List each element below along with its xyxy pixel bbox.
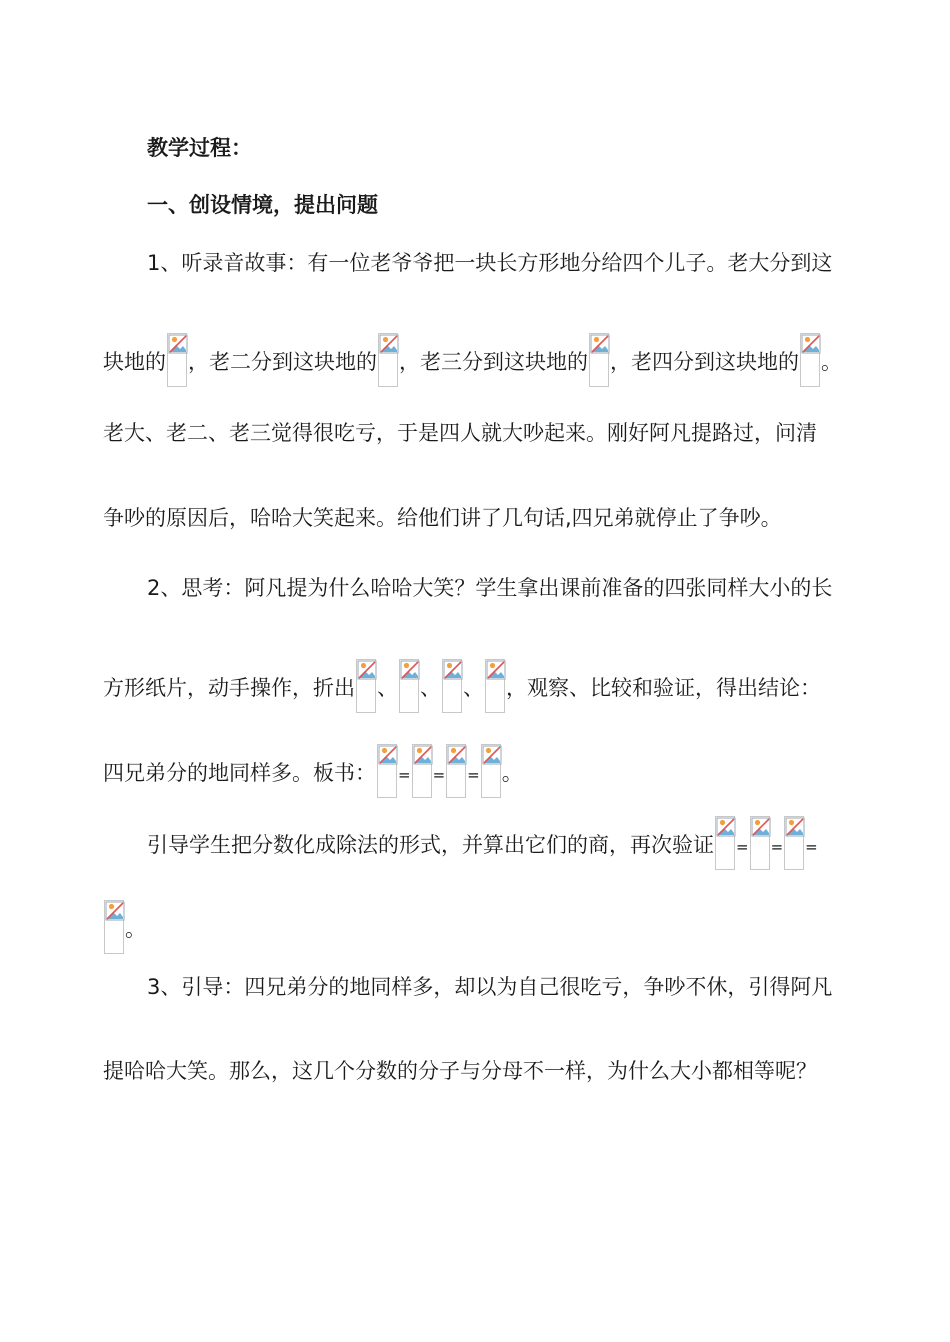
paragraph-2-line-2 bbox=[103, 659, 821, 713]
separator: 、 bbox=[463, 676, 484, 700]
broken-image-icon bbox=[800, 333, 820, 387]
broken-image-icon bbox=[446, 744, 466, 798]
paragraph-2-line-4 bbox=[147, 816, 818, 870]
broken-image-icon bbox=[412, 744, 432, 798]
paragraph-1-line-3: 老大、老二、老三觉得很吃亏，于是四人就大吵起来。刚好阿凡提路过，问清 bbox=[103, 421, 817, 445]
equals-sign: = bbox=[467, 766, 480, 784]
text-segment: ，老三分到这块地的 bbox=[399, 350, 588, 374]
text-segment: 四兄弟分的地同样多。板书： bbox=[103, 761, 376, 785]
text-segment: ，老四分到这块地的 bbox=[610, 350, 799, 374]
broken-image-icon bbox=[485, 659, 505, 713]
paragraph-1-line-1: 1、听录音故事：有一位老爷爷把一块长方形地分给四个儿子。老大分到这 bbox=[147, 251, 833, 275]
separator: 、 bbox=[420, 676, 441, 700]
separator: 、 bbox=[377, 676, 398, 700]
text-segment: ，观察、比较和验证，得出结论： bbox=[506, 676, 821, 700]
broken-image-icon bbox=[378, 333, 398, 387]
text-segment: 引导学生把分数化成除法的形式，并算出它们的商，再次验证 bbox=[147, 833, 714, 857]
heading: 教学过程： bbox=[147, 136, 252, 160]
broken-image-icon bbox=[715, 816, 735, 870]
paragraph-2-line-3 bbox=[103, 744, 523, 798]
paragraph-1-line-4: 争吵的原因后，哈哈大笑起来。给他们讲了几句话,四兄弟就停止了争吵。 bbox=[103, 506, 782, 530]
paragraph-2-line-5 bbox=[103, 900, 146, 954]
equals-sign: = bbox=[432, 766, 446, 784]
paragraph-1-line-2 bbox=[103, 333, 842, 387]
paragraph-3-line-2: 提哈哈大笑。那么，这几个分数的分子与分母不一样，为什么大小都相等呢？ bbox=[103, 1059, 817, 1083]
broken-image-icon bbox=[377, 744, 397, 798]
broken-image-icon bbox=[589, 333, 609, 387]
broken-image-icon bbox=[481, 744, 501, 798]
section-title: 一、创设情境，提出问题 bbox=[147, 193, 378, 217]
text-segment: 。 bbox=[821, 350, 842, 374]
text-segment: 块地的 bbox=[103, 350, 166, 374]
text-segment: 方形纸片，动手操作，折出 bbox=[103, 676, 355, 700]
broken-image-icon bbox=[356, 659, 376, 713]
equals-sign: = bbox=[398, 766, 411, 784]
text-segment: 。 bbox=[501, 761, 523, 785]
broken-image-icon bbox=[750, 816, 770, 870]
broken-image-icon bbox=[399, 659, 419, 713]
broken-image-icon bbox=[442, 659, 462, 713]
broken-image-icon bbox=[784, 816, 804, 870]
broken-image-icon bbox=[104, 900, 124, 954]
equals-sign: = bbox=[770, 838, 784, 856]
text-segment: ，老二分到这块地的 bbox=[188, 350, 377, 374]
paragraph-3-line-1: 3、引导：四兄弟分的地同样多，却以为自己很吃亏，争吵不休，引得阿凡 bbox=[147, 975, 833, 999]
equals-sign: = bbox=[805, 838, 818, 856]
equals-sign: = bbox=[736, 838, 749, 856]
text-segment: 。 bbox=[125, 917, 146, 941]
broken-image-icon bbox=[167, 333, 187, 387]
paragraph-2-line-1: 2、思考：阿凡提为什么哈哈大笑？学生拿出课前准备的四张同样大小的长 bbox=[147, 576, 833, 600]
